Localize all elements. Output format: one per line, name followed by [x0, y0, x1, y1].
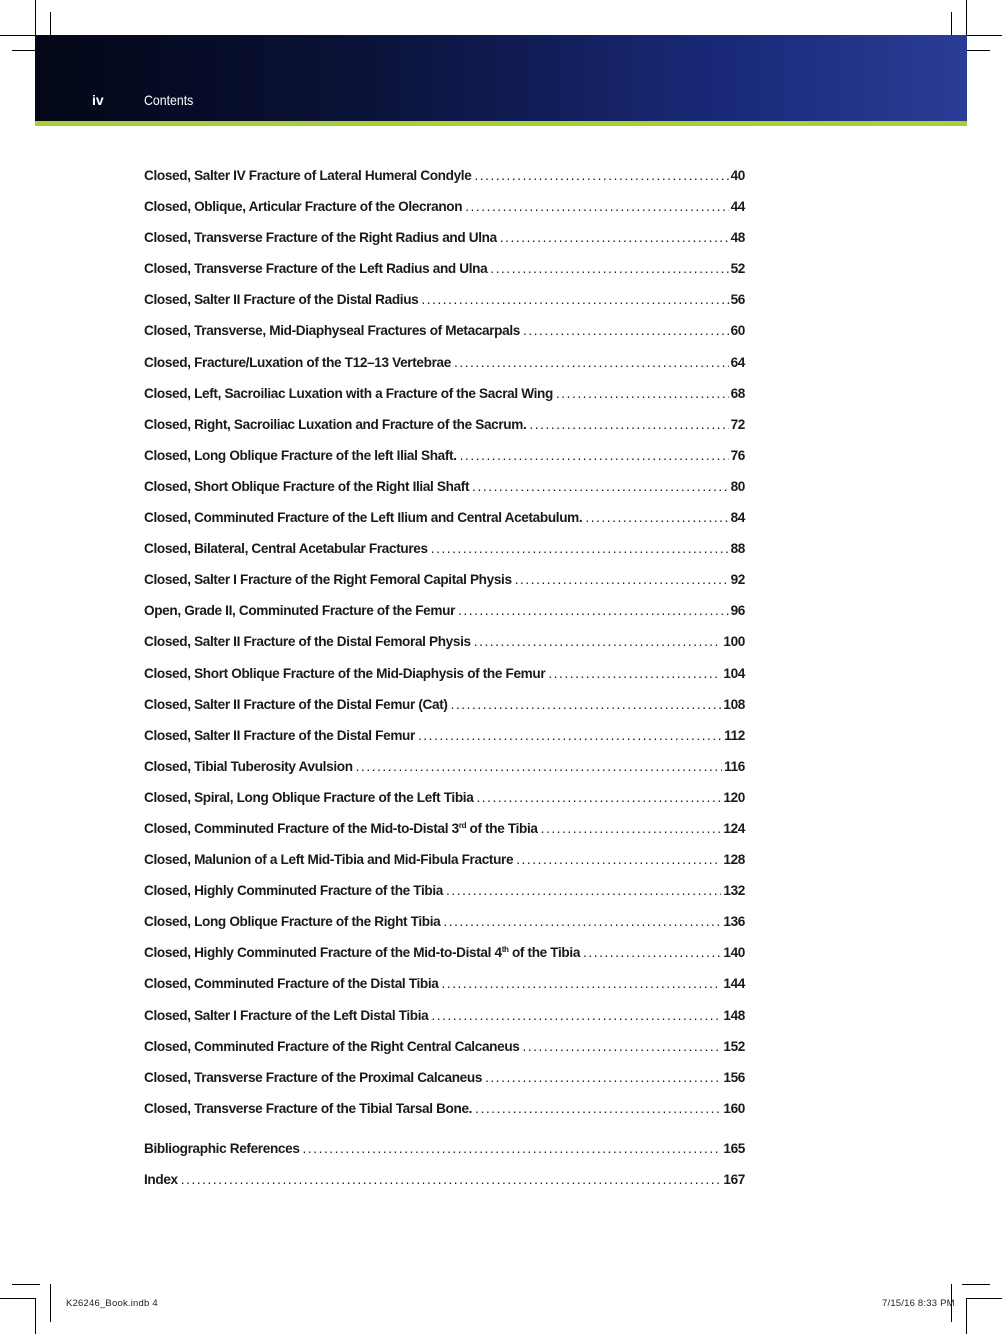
toc-entry-title: Closed, Right, Sacroiliac Luxation and Fracture of the Sacrum.: [144, 416, 527, 432]
dot-leader: [516, 844, 721, 875]
toc-entry-title: Closed, Salter II Fracture of the Distal Radius: [144, 292, 419, 308]
slug-timestamp: 7/15/16 8:33 PM: [882, 1298, 955, 1309]
toc-entry-title: Closed, Spiral, Long Oblique Fracture of the Left Tibia: [144, 789, 474, 805]
toc-entry-page: 72: [730, 416, 745, 432]
toc-entry-title: Closed, Salter IV Fracture of Lateral Humeral Condyle: [144, 168, 472, 183]
toc-entry-page: 140: [723, 945, 745, 961]
toc-entry[interactable]: [144, 160, 745, 191]
toc-entry-page: 152: [723, 1038, 745, 1054]
toc-entry-page: 76: [730, 447, 745, 463]
toc-entry[interactable]: [144, 440, 745, 471]
toc-entry[interactable]: [144, 284, 745, 315]
toc-entry[interactable]: [144, 347, 745, 378]
dot-leader: [181, 1164, 722, 1195]
toc-entry-page: 132: [723, 883, 745, 899]
toc-entry-title: Closed, Comminuted Fracture of the Distal Tibia: [144, 976, 439, 992]
toc-entry-page: 167: [723, 1172, 745, 1187]
crop-mark: [35, 1298, 36, 1334]
dot-leader: [474, 626, 722, 657]
toc-entry[interactable]: [144, 1093, 745, 1124]
toc-entry[interactable]: [144, 1031, 745, 1062]
ordinal-superscript: th: [501, 945, 509, 955]
toc-entry-title: Closed, Long Oblique Fracture of the Right Tibia: [144, 914, 441, 930]
toc-entry-page: 60: [730, 323, 745, 339]
toc-entry-page: 104: [723, 665, 745, 681]
crop-mark: [967, 1298, 1002, 1299]
running-head: Contents: [144, 92, 194, 108]
toc-entry-title: Closed, Comminuted Fracture of the Left Ilium and Central Acetabulum.: [144, 510, 583, 526]
crop-mark: [967, 35, 1002, 36]
toc-entry[interactable]: [144, 502, 745, 533]
dot-leader: [465, 191, 728, 222]
toc-entry-page: 120: [723, 789, 745, 805]
toc-entry[interactable]: [144, 875, 745, 906]
toc-entry[interactable]: [144, 626, 745, 657]
toc-entry-title: Closed, Left, Sacroiliac Luxation with a Fracture of the Sacral Wing: [144, 385, 553, 401]
toc-entry[interactable]: [144, 906, 745, 937]
toc-entry-title: Closed, Transverse Fracture of the Right Radius and Ulna: [144, 230, 497, 246]
toc-entry[interactable]: [144, 813, 745, 844]
dot-leader: [446, 875, 721, 906]
toc-entry[interactable]: [144, 1062, 745, 1093]
dot-leader: [356, 751, 722, 782]
toc-entry-title: [144, 937, 580, 968]
crop-mark: [12, 1284, 40, 1285]
dot-leader: [490, 253, 728, 284]
header-accent-rule: [35, 121, 967, 126]
toc-entry-page: 124: [723, 820, 745, 836]
toc-entry-title: Closed, Fracture/Luxation of the T12–13 Vertebrae: [144, 354, 451, 370]
toc-entry-title: Closed, Transverse Fracture of the Left Radius and Ulna: [144, 261, 488, 277]
toc-entry[interactable]: [144, 471, 745, 502]
toc-entry-page: 44: [730, 199, 745, 215]
toc-entry[interactable]: [144, 782, 745, 813]
toc-entry[interactable]: [144, 533, 745, 564]
toc-entry-page: 144: [723, 976, 745, 992]
crop-mark: [0, 35, 35, 36]
toc-entry[interactable]: [144, 1164, 745, 1195]
dot-leader: [523, 315, 729, 346]
dot-leader: [585, 502, 728, 533]
toc-entry-title-part: of the Tibia: [508, 945, 581, 961]
dot-leader: [443, 906, 721, 937]
dot-leader: [472, 471, 728, 502]
toc-entry-title-part: Closed, Comminuted Fracture of the Mid-to-Distal 3: [144, 820, 459, 836]
toc-entry-page: 112: [724, 727, 745, 743]
dot-leader: [515, 564, 729, 595]
toc-entry-page: 68: [730, 385, 745, 401]
toc-entry-title: Closed, Short Oblique Fracture of the Mid-Diaphysis of the Femur: [144, 665, 546, 681]
dot-leader: [475, 1093, 721, 1124]
dot-leader: [523, 1031, 722, 1062]
toc-entry[interactable]: [144, 222, 745, 253]
toc-entry-title: Closed, Salter II Fracture of the Distal Femur (Cat): [144, 696, 448, 712]
crop-mark: [50, 1284, 51, 1322]
toc-entry[interactable]: [144, 1000, 745, 1031]
crop-mark: [0, 1298, 35, 1299]
toc-entry-title: Closed, Tibial Tuberosity Avulsion: [144, 758, 353, 774]
toc-entry-title: Index: [144, 1172, 178, 1187]
toc-entry[interactable]: [144, 968, 745, 999]
toc-entry[interactable]: [144, 595, 745, 626]
toc-entry-title: Closed, Malunion of a Left Mid-Tibia and Mid-Fibula Fracture: [144, 852, 514, 868]
toc-entry[interactable]: [144, 689, 745, 720]
dot-leader: [474, 160, 728, 191]
toc-entry-page: 88: [730, 541, 745, 557]
toc-entry-page: 156: [723, 1069, 745, 1085]
toc-entry-title: Closed, Transverse Fracture of the Tibial Tarsal Bone.: [144, 1100, 473, 1116]
toc-entry-title: Closed, Comminuted Fracture of the Right Central Calcaneus: [144, 1038, 520, 1054]
dot-leader: [529, 409, 728, 440]
toc-entry[interactable]: [144, 1133, 745, 1164]
dot-leader: [303, 1133, 722, 1164]
toc-entry-title: Closed, Highly Comminuted Fracture of the Tibia: [144, 883, 444, 899]
toc-entry-title: Closed, Salter I Fracture of the Right Femoral Capital Physis: [144, 572, 512, 588]
toc-entry-page: 64: [730, 354, 745, 370]
dot-leader: [454, 347, 729, 378]
toc-entry-page: 100: [723, 634, 745, 650]
crop-mark: [966, 1298, 967, 1334]
dot-leader: [458, 595, 729, 626]
toc-entry-title: Closed, Salter II Fracture of the Distal Femur: [144, 727, 415, 743]
dot-leader: [460, 440, 729, 471]
toc-entry[interactable]: [144, 658, 745, 689]
slug-file-name: K26246_Book.indb 4: [66, 1298, 158, 1309]
crop-mark: [966, 0, 967, 35]
toc-entry[interactable]: [144, 191, 745, 222]
toc-entry-page: 84: [730, 510, 745, 526]
toc-entry[interactable]: [144, 253, 745, 284]
toc-entry-page: 80: [730, 478, 745, 494]
toc-entry-page: 56: [730, 292, 745, 308]
table-of-contents: [144, 160, 745, 1195]
dot-leader: [556, 378, 729, 409]
dot-leader: [431, 533, 729, 564]
toc-entry-title: Closed, Long Oblique Fracture of the left Ilial Shaft.: [144, 447, 457, 463]
header-band: [35, 35, 967, 121]
toc-entry-page: 48: [730, 230, 745, 246]
toc-entry[interactable]: [144, 720, 745, 751]
toc-entry-title: Closed, Transverse, Mid-Diaphyseal Fractures of Metacarpals: [144, 323, 520, 339]
toc-entry[interactable]: [144, 564, 745, 595]
toc-entry-page: 52: [730, 261, 745, 277]
dot-leader: [485, 1062, 721, 1093]
toc-gap: [144, 1124, 745, 1133]
toc-entry[interactable]: [144, 844, 745, 875]
toc-entry-title: Closed, Short Oblique Fracture of the Right Ilial Shaft: [144, 478, 470, 494]
dot-leader: [541, 813, 722, 844]
dot-leader: [476, 782, 721, 813]
toc-entry-page: 128: [723, 852, 745, 868]
toc-entry-title: Bibliographic References: [144, 1140, 300, 1156]
dot-leader: [431, 1000, 721, 1031]
dot-leader: [548, 658, 721, 689]
toc-entry-page: 92: [730, 572, 745, 588]
toc-entry-page: 96: [730, 603, 745, 619]
toc-entry-page: 108: [723, 696, 745, 712]
crop-mark: [35, 0, 36, 35]
toc-entry-page: 148: [723, 1007, 745, 1023]
toc-entry-title-part: of the Tibia: [466, 820, 538, 836]
toc-entry-page: 116: [724, 758, 745, 774]
toc-entry-title: Open, Grade II, Comminuted Fracture of the Femur: [144, 603, 456, 619]
dot-leader: [442, 968, 722, 999]
dot-leader: [421, 284, 728, 315]
toc-entry-page: 136: [723, 914, 745, 930]
dot-leader: [583, 937, 721, 968]
toc-entry-title: Closed, Bilateral, Central Acetabular Fractures: [144, 541, 428, 557]
toc-entry-title: Closed, Salter II Fracture of the Distal Femoral Physis: [144, 634, 471, 650]
crop-mark: [962, 1284, 990, 1285]
page-number: iv: [92, 92, 104, 108]
toc-entry[interactable]: [144, 315, 745, 346]
toc-entry-title: Closed, Oblique, Articular Fracture of the Olecranon: [144, 199, 463, 215]
toc-entry[interactable]: [144, 751, 745, 782]
toc-entry-title-part: Closed, Highly Comminuted Fracture of the Mid-to-Distal 4: [144, 945, 502, 961]
toc-entry-title: Closed, Salter I Fracture of the Left Distal Tibia: [144, 1007, 429, 1023]
dot-leader: [418, 720, 722, 751]
toc-entry-page: 40: [730, 168, 745, 183]
toc-entry-title: [144, 813, 538, 844]
toc-entries: [144, 160, 745, 1124]
toc-entry[interactable]: [144, 378, 745, 409]
dot-leader: [500, 222, 729, 253]
dot-leader: [451, 689, 722, 720]
toc-entry-title: Closed, Transverse Fracture of the Proximal Calcaneus: [144, 1069, 483, 1085]
toc-back-matter: [144, 1133, 745, 1195]
toc-entry-page: 165: [723, 1140, 745, 1156]
toc-entry[interactable]: [144, 409, 745, 440]
ordinal-superscript: rd: [458, 820, 467, 830]
toc-entry-page: 160: [723, 1100, 745, 1116]
toc-entry[interactable]: [144, 937, 745, 968]
